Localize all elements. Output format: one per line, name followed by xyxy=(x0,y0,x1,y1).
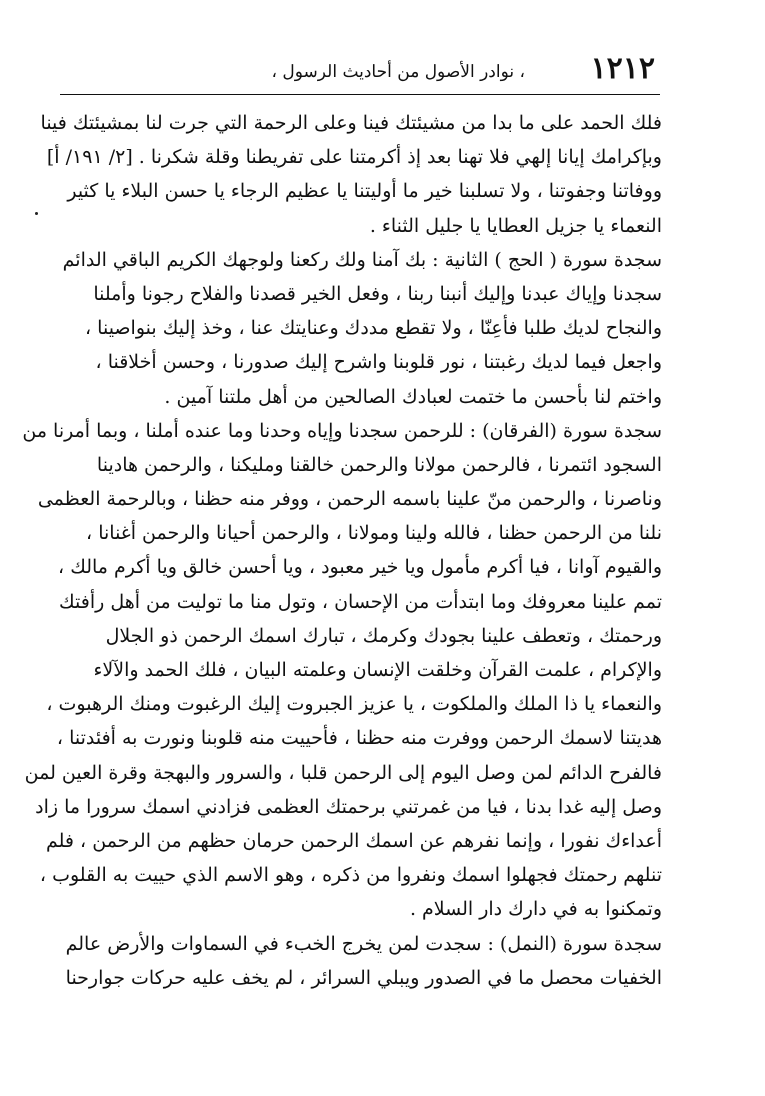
text-line: وبإكرامك إيانا إلهي فلا تهنا بعد إذ أكرمتنا على تفريطنا وقلة شكرنا . [٢/ ١٩١/ أ] xyxy=(46,146,662,169)
body-text xyxy=(22,106,662,995)
text-line: نلنا من الرحمن حظنا ، فالله ولينا ومولانا ، والرحمن أحيانا والرحمن أغنانا ، xyxy=(86,522,662,545)
text-line: السجود ائتمرنا ، فالرحمن مولانا والرحمن خالقنا ومليكنا ، والرحمن هادينا xyxy=(96,453,662,476)
page-number: ١٢١٢ xyxy=(590,51,655,86)
text-line: والنجاح لديك طلبا فأعِنّا ، ولا تقطع مددك وعنايتك عنا ، وخذ إليك بنواصينا ، xyxy=(85,317,662,340)
text-line: النعماء يا جزيل العطايا يا جليل الثناء . xyxy=(369,214,662,237)
text-line: أعداءك نفورا ، وإنما نفرهم عن اسمك الرحمن حرمان حظهم من الرحمن ، فلم xyxy=(46,829,662,852)
text-line: وصل إليه غدا بدنا ، فيا من غمرتني برحمتك العظمى فزادني اسمك سرورا ما زاد xyxy=(35,795,662,818)
text-line: ورحمتك ، وتعطف علينا بجودك وكرمك ، تبارك اسمك الرحمن ذو الجلال xyxy=(105,624,662,647)
text-line: سجدنا وإياك عبدنا وإليك أنبنا ربنا ، وفعل الخير قصدنا والفلاح رجونا وأملنا xyxy=(93,282,662,305)
text-line: سجدة سورة (النمل) : سجدت لمن يخرج الخبء في السماوات والأرض عالم xyxy=(65,932,662,955)
text-line: والقيوم آوانا ، فيا أكرم مأمول ويا خير معبود ، ويا أحسن خالق ويا أكرم مالك ، xyxy=(58,556,662,579)
text-line: تمم علينا معروفك وما ابتدأت من الإحسان ، وتول منا ما توليت من أهل رأفتك xyxy=(59,590,662,613)
text-line: واجعل فيما لديك رغبتنا ، نور قلوبنا واشرح إليك صدورنا ، وحسن أخلاقنا ، xyxy=(95,351,662,374)
running-title: ، نوادر الأصول من أحاديث الرسول ، xyxy=(271,62,525,82)
text-line: ووفاتنا وجفوتنا ، ولا تسلبنا خير ما أوليتنا يا عظيم الرجاء يا حسن البلاء يا كثير xyxy=(67,180,662,203)
text-line: فالفرح الدائم لمن وصل اليوم إلى الرحمن قلبا ، والسرور والبهجة وقرة العين لمن xyxy=(24,761,662,784)
text-line: والإكرام ، علمت القرآن وخلقت الإنسان وعلمته البيان ، فلك الحمد والآلاء xyxy=(93,659,662,681)
text-line: الخفيات محصل ما في الصدور ويبلي السرائر ، لم يخف عليه حركات جوارحنا xyxy=(65,966,662,989)
text-line: سجدة سورة ( الحج ) الثانية : بك آمنا ولك ركعنا ولوجهك الكريم الباقي الدائم xyxy=(62,248,662,271)
page-header xyxy=(60,50,655,90)
text-line: تنلهم رحمتك فجهلوا اسمك ونفروا من ذكره ، وهو الاسم الذي حييت به القلوب ، xyxy=(39,864,662,887)
text-line: والنعماء يا ذا الملك والملكوت ، يا عزيز الجبروت إليك الرغبوت ومنك الرهبوت ، xyxy=(46,693,662,716)
text-line: وتمكنوا به في دارك دار السلام . xyxy=(409,898,662,921)
header-divider xyxy=(60,94,660,95)
text-line: هديتنا لاسمك الرحمن ووفرت منه حظنا ، فأحييت منه قلوبنا ونورت به أفئدتنا ، xyxy=(56,727,662,750)
margin-dot xyxy=(35,212,38,215)
text-line: وناصرنا ، والرحمن منّ علينا باسمه الرحمن ، ووفر منه حظنا ، وبالرحمة العظمى xyxy=(37,488,662,511)
text-line: سجدة سورة (الفرقان) : للرحمن سجدنا وإياه وحدنا وما عنده أملنا ، وبما أمرنا من xyxy=(22,419,662,442)
text-line: فلك الحمد على ما بدا من مشيئتك فينا وعلى الرحمة التي جرت لنا بمشيئتك فينا xyxy=(40,112,662,134)
text-line: واختم لنا بأحسن ما ختمت لعبادك الصالحين من أهل ملتنا آمين . xyxy=(164,385,662,408)
